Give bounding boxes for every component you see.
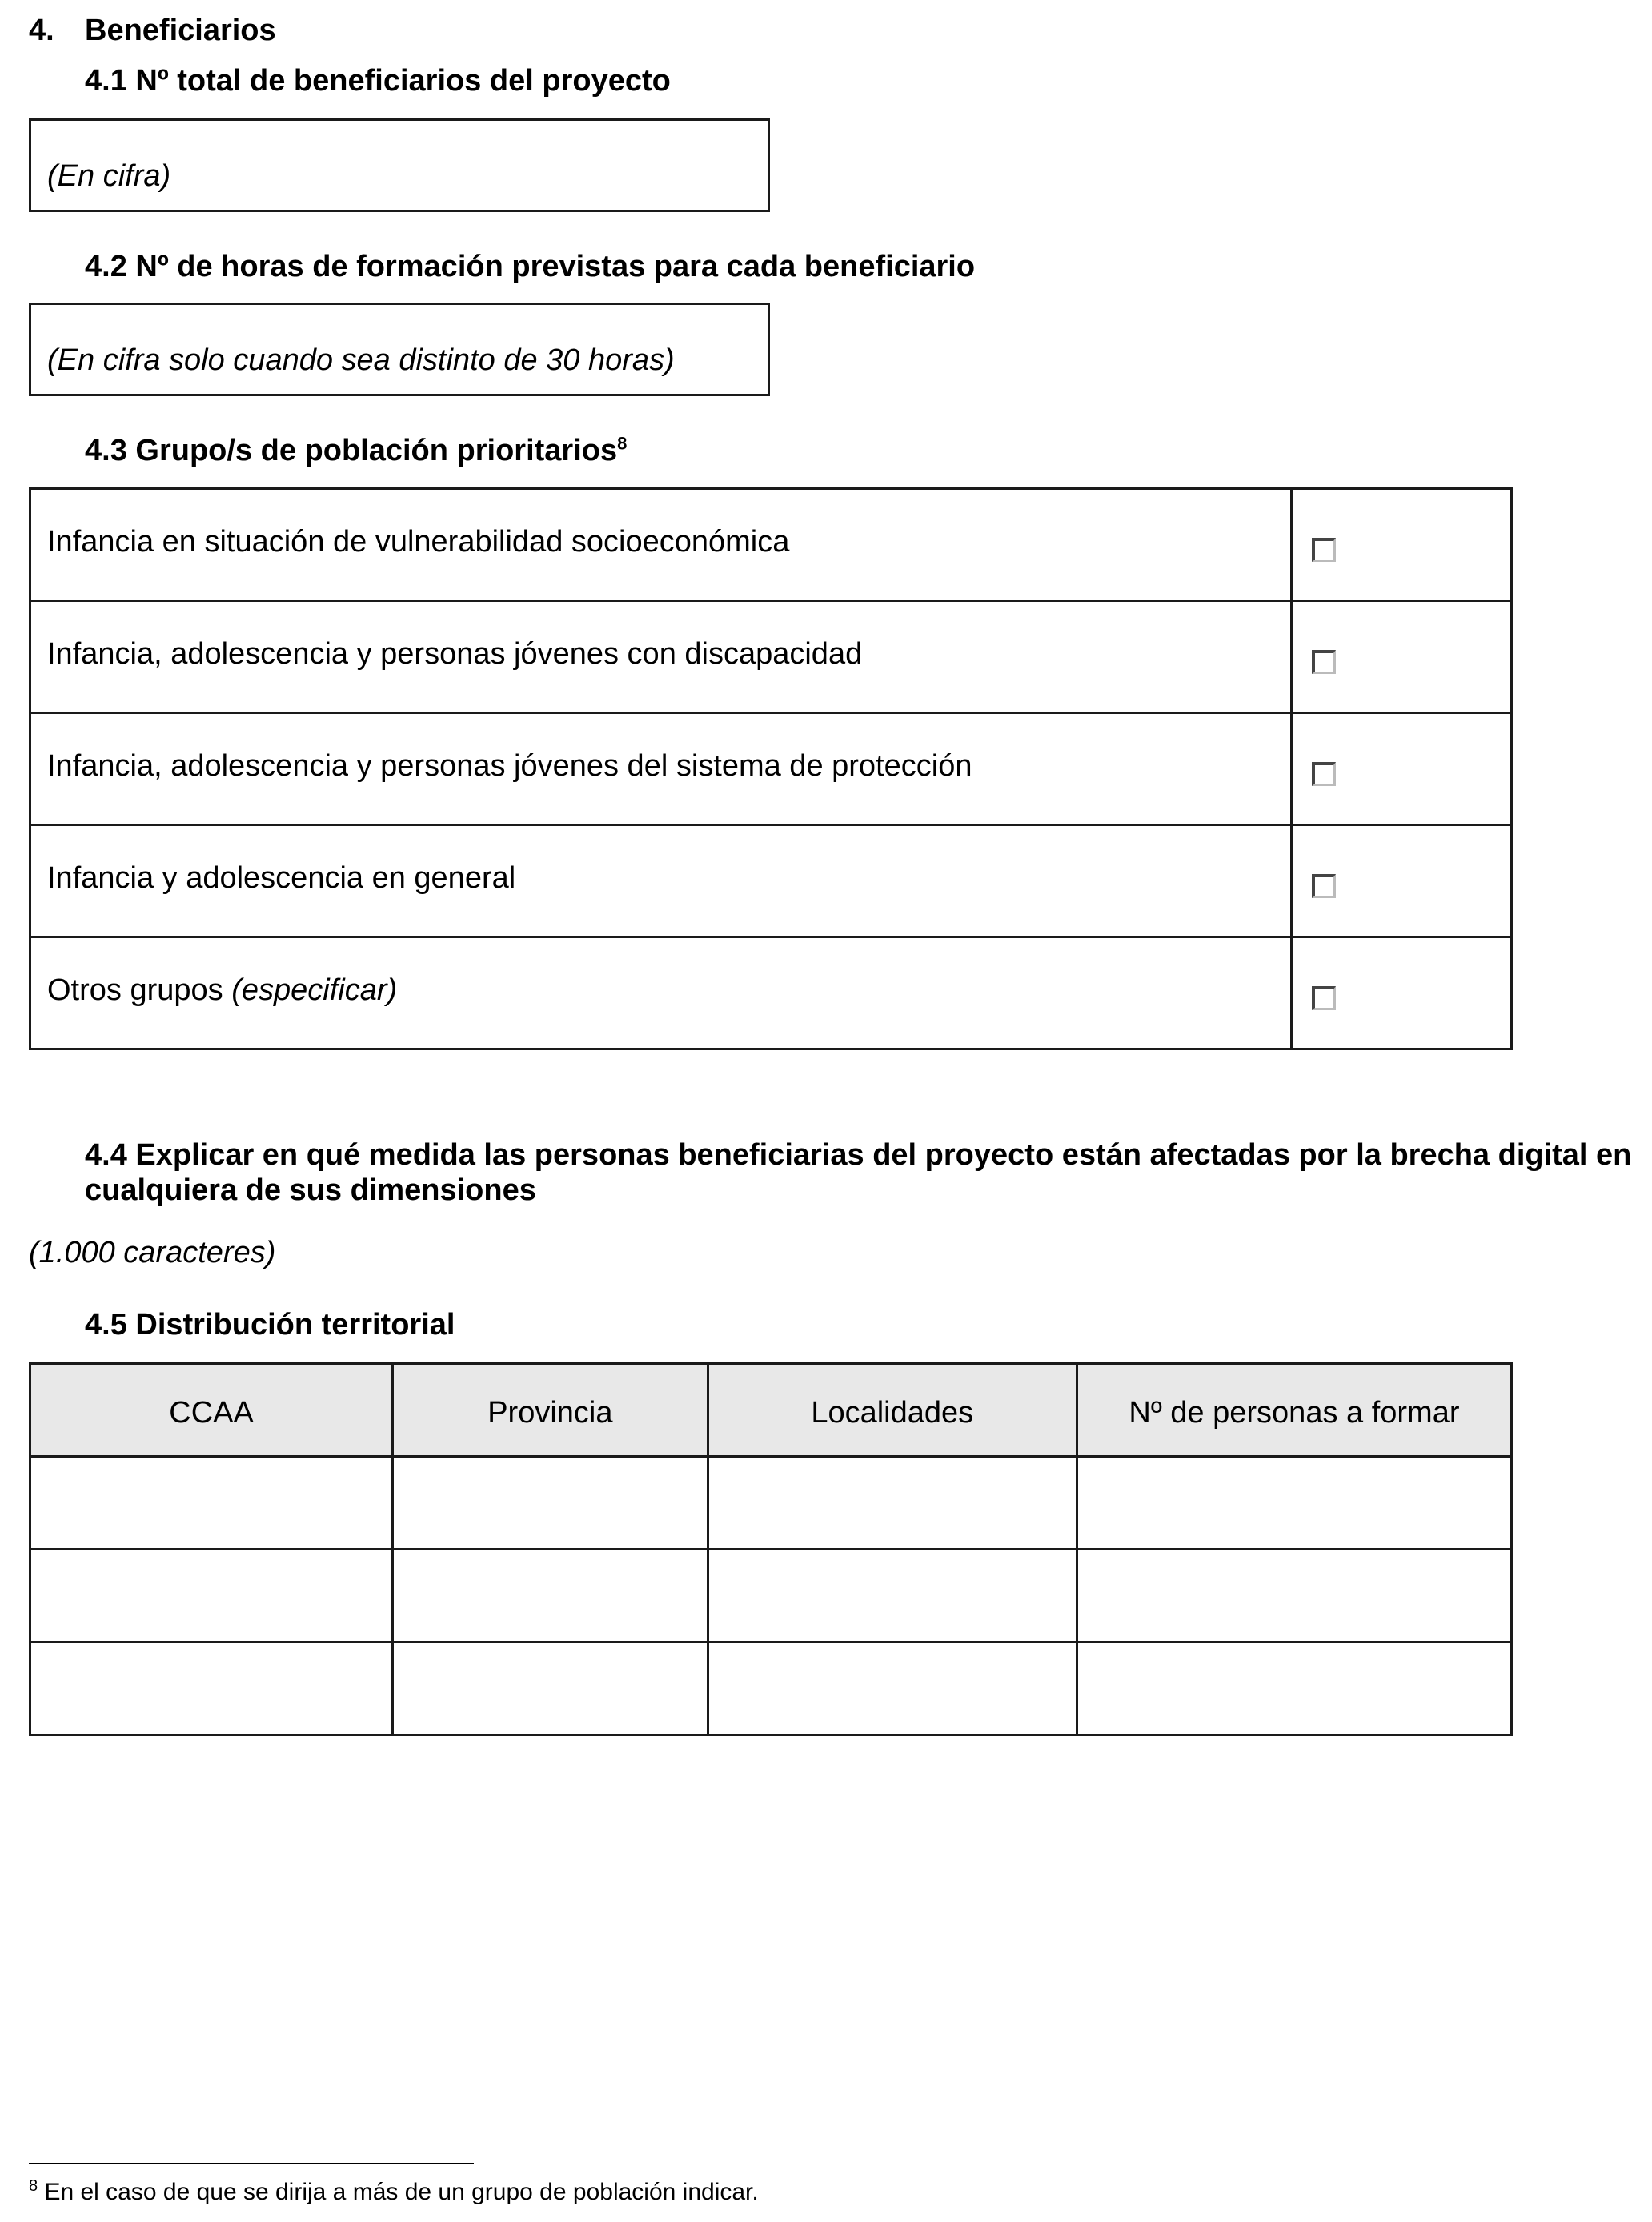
- q44-char-limit: (1.000 caracteres): [29, 1236, 276, 1269]
- table-row: [30, 489, 1512, 601]
- group-label: [30, 601, 1292, 713]
- q43-heading-text: 4.3 Grupo/s de población prioritarios: [85, 434, 618, 467]
- training-hours-field[interactable]: [29, 303, 770, 396]
- table-row: [30, 601, 1512, 713]
- footnote-separator: [29, 2163, 474, 2164]
- q42-heading: 4.2 Nº de horas de formación previstas para cada beneficiario: [85, 250, 976, 283]
- q43-heading: [85, 434, 627, 469]
- q45-heading: 4.5 Distribución territorial: [85, 1308, 455, 1342]
- footnote-marker: 8: [29, 2177, 38, 2195]
- table-row: [30, 1550, 1512, 1642]
- table-cell[interactable]: [708, 1550, 1077, 1642]
- table-row: [30, 1642, 1512, 1735]
- checkbox-proteccion[interactable]: [1312, 762, 1336, 786]
- group-checkbox-cell: [1292, 825, 1512, 937]
- col-header-localidades: Localidades: [708, 1364, 1077, 1457]
- priority-groups-table: [29, 487, 1513, 1050]
- group-note: (especificar): [231, 973, 398, 1007]
- q44-heading: [85, 1138, 1631, 1208]
- table-cell[interactable]: [393, 1642, 708, 1735]
- group-checkbox-cell: [1292, 601, 1512, 713]
- group-label: [30, 937, 1292, 1049]
- group-label-text: Infancia en situación de vulnerabilidad socioeconómica: [47, 525, 790, 559]
- q44-heading-line2: cualquiera de sus dimensiones: [85, 1173, 536, 1207]
- total-beneficiaries-field[interactable]: [29, 118, 770, 212]
- group-label: [30, 713, 1292, 825]
- table-cell[interactable]: [393, 1457, 708, 1550]
- col-header-personas: Nº de personas a formar: [1077, 1364, 1511, 1457]
- table-row: [30, 713, 1512, 825]
- section-number: 4.: [29, 14, 54, 47]
- col-header-provincia: Provincia: [393, 1364, 708, 1457]
- footnote-ref: 8: [617, 433, 628, 454]
- group-checkbox-cell: [1292, 489, 1512, 601]
- section-title: Beneficiarios: [85, 14, 276, 47]
- checkbox-otros[interactable]: [1312, 986, 1336, 1010]
- table-row: [30, 1457, 1512, 1550]
- table-cell[interactable]: [30, 1642, 393, 1735]
- table-cell[interactable]: [30, 1457, 393, 1550]
- group-label-text: Otros grupos: [47, 973, 232, 1007]
- table-cell[interactable]: [1077, 1550, 1511, 1642]
- group-checkbox-cell: [1292, 713, 1512, 825]
- group-label-text: Infancia, adolescencia y personas jóvenes del sistema de protección: [47, 749, 972, 783]
- col-header-ccaa: CCAA: [30, 1364, 393, 1457]
- table-cell[interactable]: [30, 1550, 393, 1642]
- checkbox-discapacidad[interactable]: [1312, 650, 1336, 674]
- checkbox-general[interactable]: [1312, 874, 1336, 898]
- table-row: [30, 825, 1512, 937]
- q44-heading-line1: 4.4 Explicar en qué medida las personas beneficiarias del proyecto están afectadas por la brecha digital en: [85, 1138, 1632, 1172]
- q41-heading: 4.1 Nº total de beneficiarios del proyecto: [85, 64, 671, 98]
- table-row: [30, 937, 1512, 1049]
- table-header-row: [30, 1364, 1512, 1457]
- footnote: [29, 2179, 759, 2206]
- group-label-text: Infancia, adolescencia y personas jóvenes con discapacidad: [47, 637, 863, 671]
- territorial-distribution-table: [29, 1362, 1513, 1736]
- checkbox-vulnerabilidad[interactable]: [1312, 538, 1336, 562]
- training-hours-placeholder: (En cifra solo cuando sea distinto de 30 horas): [47, 343, 675, 377]
- total-beneficiaries-placeholder: (En cifra): [47, 159, 171, 193]
- group-label-text: Infancia y adolescencia en general: [47, 861, 516, 895]
- footnote-text: En el caso de que se dirija a más de un grupo de población indicar.: [38, 2179, 759, 2205]
- table-cell[interactable]: [1077, 1457, 1511, 1550]
- table-cell[interactable]: [393, 1550, 708, 1642]
- group-label: [30, 825, 1292, 937]
- section-heading: [29, 13, 509, 51]
- table-cell[interactable]: [708, 1642, 1077, 1735]
- group-checkbox-cell: [1292, 937, 1512, 1049]
- table-cell[interactable]: [708, 1457, 1077, 1550]
- table-cell[interactable]: [1077, 1642, 1511, 1735]
- group-label: [30, 489, 1292, 601]
